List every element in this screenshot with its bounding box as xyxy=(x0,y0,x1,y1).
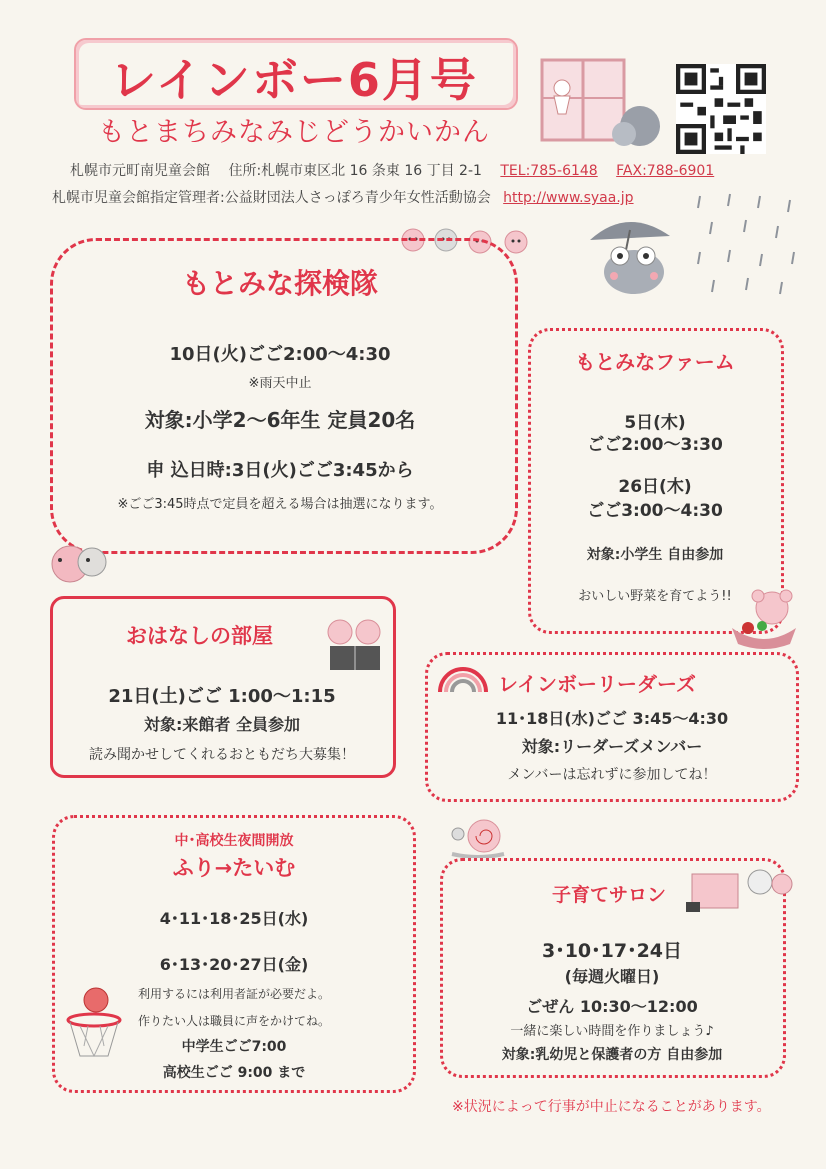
leaders-title: レインボーリーダーズ xyxy=(498,672,696,696)
farm-message: おいしい野菜を育てよう!! xyxy=(578,589,732,604)
farm-time1: ごご2:00～3:30 xyxy=(587,435,723,455)
free-time-friday: 6･13･20･27日(金) xyxy=(159,955,309,974)
website-link[interactable]: http://www.syaa.jp xyxy=(503,190,634,206)
explore-target: 対象:小学2～6年生 定員20名 xyxy=(144,408,416,432)
page-title: レインボー6月号 xyxy=(110,53,478,107)
bunnies-reading-icon xyxy=(322,610,388,674)
explore-date: 10日(火)ごご2:00～4:30 xyxy=(169,344,391,365)
free-time-label: 中･高校生夜間開放 xyxy=(174,833,294,849)
story-title: おはなしの部屋 xyxy=(126,624,273,648)
page-subtitle: もとまちみなみじどうかいかん xyxy=(98,117,490,148)
salon-time: ごぜん 10:30～12:00 xyxy=(526,997,698,1016)
frog-umbrella-icon xyxy=(582,210,682,302)
story-target: 対象:来館者 全員参加 xyxy=(144,715,300,734)
free-time-wednesday: 4･11･18･25日(水) xyxy=(159,909,309,928)
salon-weekly: (毎週火曜日) xyxy=(564,967,660,986)
free-time-high-school: 高校生ごご 9:00 まで xyxy=(162,1065,306,1081)
facility-address-line xyxy=(70,160,714,180)
salon-message: 一緒に楽しい時間を作りましょう♪ xyxy=(510,1024,714,1039)
free-time-note2: 作りたい人は職員に声をかけてね。 xyxy=(137,1014,330,1028)
qr-code-icon[interactable] xyxy=(676,64,766,154)
fax-link[interactable]: FAX:788-6901 xyxy=(616,163,715,179)
explore-apply: 申 込日時:3日(火)ごご3:45から xyxy=(146,460,414,481)
manager-line xyxy=(52,187,634,207)
farm-date2: 26日(木) xyxy=(618,477,692,497)
farm-title: もとみなファーム xyxy=(575,350,735,374)
sheep-icon xyxy=(48,538,114,588)
leaders-message: メンバーは忘れずに参加してね！ xyxy=(507,767,717,783)
salon-dates: 3･10･17･24日 xyxy=(541,940,683,962)
basketball-hoop-icon xyxy=(64,986,128,1062)
salon-target: 対象:乳幼児と保護者の方 自由参加 xyxy=(501,1047,723,1063)
rain-drops-icon xyxy=(690,190,810,300)
free-time-note1: 利用するには利用者証が必要だよ。 xyxy=(137,987,330,1001)
leaders-target: 対象:リーダーズメンバー xyxy=(521,737,703,756)
free-time-middle-school: 中学生ごご7:00 xyxy=(181,1039,287,1055)
farm-target: 対象:小学生 自由参加 xyxy=(586,547,724,563)
salon-title: 子育てサロン xyxy=(552,884,667,906)
toys-icon xyxy=(686,858,796,914)
explore-lottery-note: ※ごご3:45時点で定員を超える場合は抽選になります。 xyxy=(117,497,443,512)
snail-icon xyxy=(448,812,508,858)
story-date: 21日(土)ごご 1:00～1:15 xyxy=(108,686,336,707)
manager-name: 札幌市児童会館指定管理者:公益財団法人さっぽろ青少年女性活動協会 xyxy=(52,190,491,206)
farm-time2: ごご3:00～4:30 xyxy=(587,501,723,521)
facility-name: 札幌市元町南児童会館 xyxy=(70,163,210,179)
facility-address: 住所:札幌市東区北 16 条東 16 丁目 2-1 xyxy=(228,163,482,179)
qr-code-graphic xyxy=(676,64,766,154)
bear-vegetables-icon xyxy=(730,588,798,650)
farm-date1: 5日(木) xyxy=(624,413,686,433)
explore-rain-note: ※雨天中止 xyxy=(248,376,312,391)
phone-link[interactable]: TEL:785-6148 xyxy=(500,163,598,179)
footer-note: ※状況によって行事が中止になることがあります。 xyxy=(452,1099,771,1115)
story-message: 読み聞かせしてくれるおともだち大募集！ xyxy=(89,747,355,763)
leaders-date: 11･18日(水)ごご 3:45～4:30 xyxy=(495,709,729,728)
rainbow-icon xyxy=(436,662,490,696)
explore-title: もとみな探検隊 xyxy=(181,267,378,300)
window-illustration-icon xyxy=(540,58,664,150)
free-time-title: ふり→たいむ xyxy=(172,856,296,880)
